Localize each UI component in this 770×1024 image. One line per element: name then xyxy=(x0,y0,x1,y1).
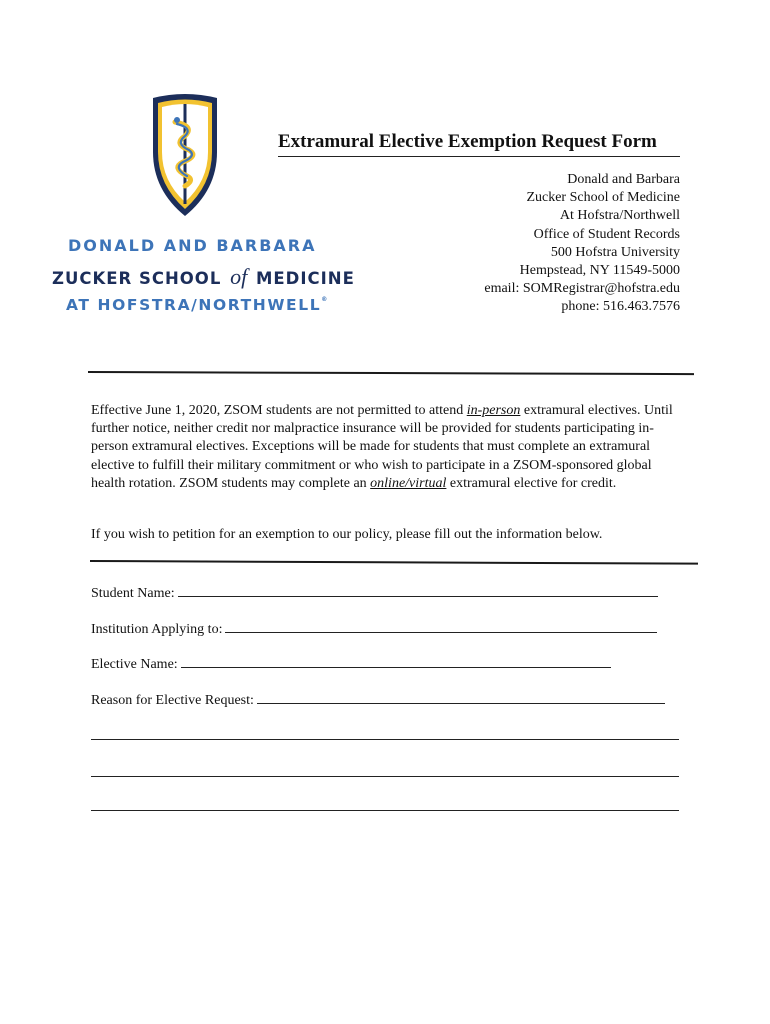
reason-continuation-line[interactable] xyxy=(91,739,679,740)
divider-top xyxy=(88,371,694,375)
address-line: Zucker School of Medicine xyxy=(526,190,680,206)
logo-line-3: AT HOFSTRA/NORTHWELL® xyxy=(66,296,328,314)
address-line: At Hofstra/Northwell xyxy=(559,208,680,224)
address-line: 500 Hofstra University xyxy=(550,244,680,260)
form-title: Extramural Elective Exemption Request Form xyxy=(278,131,680,157)
elective-name-blank[interactable] xyxy=(181,653,611,668)
reason-blank[interactable] xyxy=(257,689,665,704)
elective-name-field xyxy=(91,653,611,673)
logo-line-1: DONALD AND BARBARA xyxy=(68,236,317,255)
student-name-field xyxy=(91,582,658,602)
reason-continuation-line[interactable] xyxy=(91,776,679,777)
address-line: Hempstead, NY 11549-5000 xyxy=(519,263,680,279)
student-name-label: Student Name: xyxy=(91,586,175,601)
institution-label: Institution Applying to: xyxy=(91,622,223,637)
divider-middle xyxy=(90,560,698,565)
reason-label: Reason for Elective Request: xyxy=(91,693,254,708)
email-line: email: SOMRegistrar@hofstra.edu xyxy=(484,281,680,297)
office-address xyxy=(420,171,680,317)
online-virtual-emphasis: online/virtual xyxy=(370,475,447,491)
institution-field xyxy=(91,618,657,638)
reason-field xyxy=(91,689,665,709)
elective-name-label: Elective Name: xyxy=(91,657,178,672)
policy-notice: Effective June 1, 2020, ZSOM students are not permitted to attend in-person extramural electives. Until further notice, neither credit nor malpractice insurance will be provided for students participating in-person extramural electives. Exceptions will be made for students that must complete an extramural elective to fulfill their military commitment or who wish to participate in a ZSOM-sponsored global health rotation. ZSOM students may complete an online/virtual extramural elective for credit. xyxy=(91,403,673,491)
petition-instruction: If you wish to petition for an exemption to our policy, please fill out the information below. xyxy=(91,527,603,542)
reason-continuation-line[interactable] xyxy=(91,810,679,811)
student-name-blank[interactable] xyxy=(178,582,658,597)
school-shield-logo xyxy=(147,92,223,220)
address-line: Office of Student Records xyxy=(533,226,680,242)
address-line: Donald and Barbara xyxy=(567,172,680,187)
phone-line: phone: 516.463.7576 xyxy=(561,299,680,315)
in-person-emphasis: in-person xyxy=(466,403,521,418)
institution-blank[interactable] xyxy=(225,618,657,633)
logo-line-2: ZUCKER SCHOOL of MEDICINE xyxy=(52,264,355,289)
